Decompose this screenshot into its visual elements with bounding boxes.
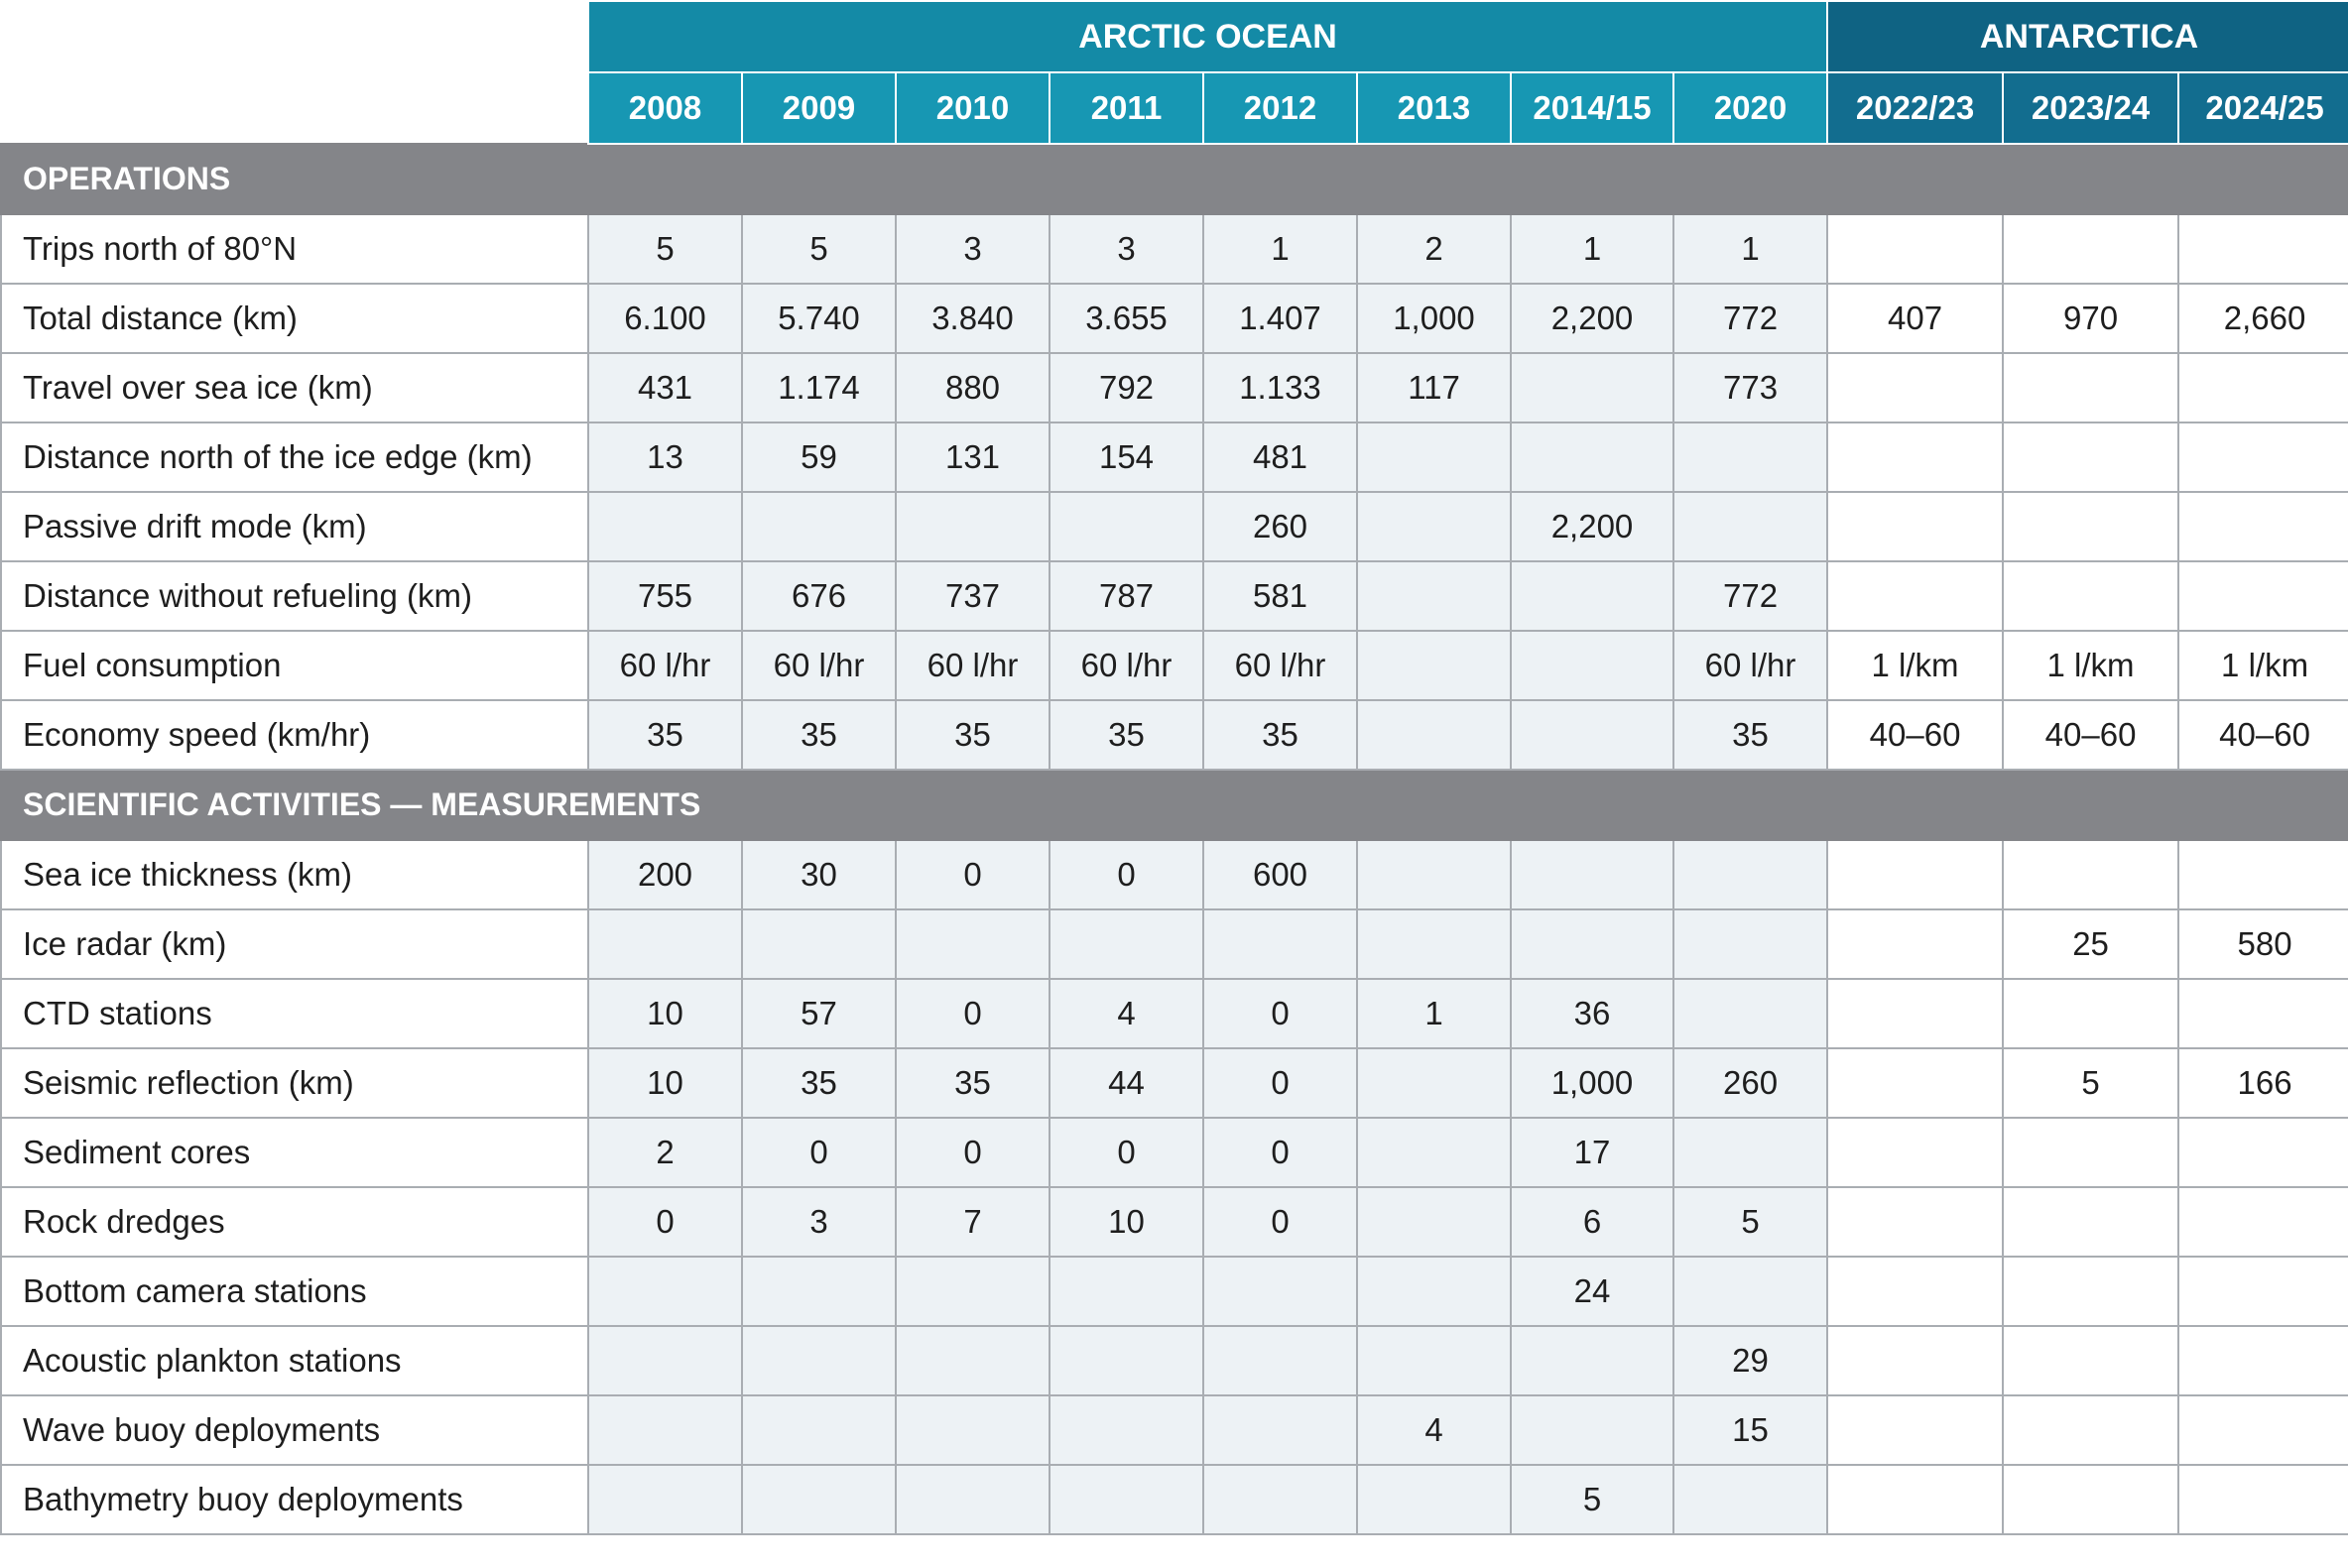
table-cell — [1673, 979, 1827, 1048]
table-cell: 5 — [1511, 1465, 1673, 1534]
table-cell — [1511, 1395, 1673, 1465]
table-cell — [1827, 561, 2003, 631]
table-cell — [1827, 909, 2003, 979]
table-cell: 2 — [1357, 214, 1511, 284]
table-cell: 4 — [1050, 979, 1203, 1048]
row-label: Acoustic plankton stations — [1, 1326, 588, 1395]
table-cell: 772 — [1673, 561, 1827, 631]
section-header-row — [1, 770, 2348, 840]
table-cell: 5 — [742, 214, 896, 284]
table-row — [1, 1326, 2348, 1395]
table-cell — [2178, 1465, 2348, 1534]
table-cell — [1673, 840, 1827, 909]
table-cell — [2003, 1187, 2178, 1257]
table-cell: 6.100 — [588, 284, 742, 353]
table-cell — [742, 1257, 896, 1326]
table-cell: 131 — [896, 422, 1050, 492]
table-cell — [2003, 422, 2178, 492]
year-header-arctic: 2008 — [588, 72, 742, 144]
row-label: Bathymetry buoy deployments — [1, 1465, 588, 1534]
table-cell: 260 — [1673, 1048, 1827, 1118]
table-cell — [588, 1257, 742, 1326]
table-cell — [2178, 1118, 2348, 1187]
table-cell: 154 — [1050, 422, 1203, 492]
table-cell: 60 l/hr — [1673, 631, 1827, 700]
table-row — [1, 700, 2348, 770]
table-row — [1, 492, 2348, 561]
table-cell: 1 — [1511, 214, 1673, 284]
table-cell: 0 — [1203, 979, 1357, 1048]
table-cell: 1,000 — [1511, 1048, 1673, 1118]
year-header-antarctica: 2022/23 — [1827, 72, 2003, 144]
table-row — [1, 353, 2348, 422]
table-cell — [1673, 1118, 1827, 1187]
table-cell — [1511, 840, 1673, 909]
table-cell: 0 — [1050, 840, 1203, 909]
table-cell — [1357, 700, 1511, 770]
table-cell: 60 l/hr — [896, 631, 1050, 700]
table-cell: 30 — [742, 840, 896, 909]
table-cell: 44 — [1050, 1048, 1203, 1118]
year-header-arctic: 2010 — [896, 72, 1050, 144]
table-row — [1, 1257, 2348, 1326]
table-cell: 2 — [588, 1118, 742, 1187]
table-row — [1, 284, 2348, 353]
table-cell — [2003, 1395, 2178, 1465]
table-cell: 5 — [2003, 1048, 2178, 1118]
table-cell — [2178, 214, 2348, 284]
table-cell: 35 — [1203, 700, 1357, 770]
table-cell — [588, 492, 742, 561]
table-cell — [588, 909, 742, 979]
table-row — [1, 1187, 2348, 1257]
corner-cell — [1, 72, 588, 144]
table-cell — [2003, 1118, 2178, 1187]
table-cell: 0 — [588, 1187, 742, 1257]
table-cell: 4 — [1357, 1395, 1511, 1465]
table-cell: 200 — [588, 840, 742, 909]
table-cell — [1673, 422, 1827, 492]
table-cell — [1673, 1465, 1827, 1534]
table-cell — [1357, 1187, 1511, 1257]
row-label: Economy speed (km/hr) — [1, 700, 588, 770]
table-cell: 787 — [1050, 561, 1203, 631]
table-cell: 792 — [1050, 353, 1203, 422]
table-cell: 0 — [742, 1118, 896, 1187]
table-cell: 0 — [896, 840, 1050, 909]
year-header-arctic: 2012 — [1203, 72, 1357, 144]
table-cell: 260 — [1203, 492, 1357, 561]
table-cell — [1203, 1257, 1357, 1326]
table-cell — [2003, 1326, 2178, 1395]
row-label: Seismic reflection (km) — [1, 1048, 588, 1118]
table-cell — [1203, 909, 1357, 979]
table-cell — [1827, 1118, 2003, 1187]
table-cell: 29 — [1673, 1326, 1827, 1395]
table-cell — [1203, 1465, 1357, 1534]
table-cell — [2178, 561, 2348, 631]
row-label: Travel over sea ice (km) — [1, 353, 588, 422]
table-cell — [742, 492, 896, 561]
year-header-arctic: 2020 — [1673, 72, 1827, 144]
table-cell: 1 l/km — [1827, 631, 2003, 700]
year-header-arctic: 2013 — [1357, 72, 1511, 144]
table-cell — [2178, 492, 2348, 561]
table-cell — [896, 1465, 1050, 1534]
table-cell: 60 l/hr — [588, 631, 742, 700]
table-cell — [2003, 1257, 2178, 1326]
table-cell — [588, 1465, 742, 1534]
table-cell: 35 — [588, 700, 742, 770]
table-cell — [1827, 422, 2003, 492]
table-cell: 737 — [896, 561, 1050, 631]
table-cell — [1511, 422, 1673, 492]
table-cell: 24 — [1511, 1257, 1673, 1326]
table-cell — [896, 492, 1050, 561]
section-title: SCIENTIFIC ACTIVITIES — MEASUREMENTS — [1, 770, 2348, 840]
row-label: Wave buoy deployments — [1, 1395, 588, 1465]
table-cell: 25 — [2003, 909, 2178, 979]
table-cell — [1511, 1326, 1673, 1395]
table-cell: 7 — [896, 1187, 1050, 1257]
table-cell: 40–60 — [2178, 700, 2348, 770]
table-cell — [2178, 353, 2348, 422]
table-cell: 60 l/hr — [742, 631, 896, 700]
table-row — [1, 422, 2348, 492]
table-row — [1, 909, 2348, 979]
table-cell — [1357, 1326, 1511, 1395]
table-cell — [1357, 840, 1511, 909]
table-row — [1, 840, 2348, 909]
table-cell — [1673, 492, 1827, 561]
table-cell — [1827, 1187, 2003, 1257]
table-cell: 166 — [2178, 1048, 2348, 1118]
table-cell — [1673, 1257, 1827, 1326]
table-cell: 970 — [2003, 284, 2178, 353]
row-label: CTD stations — [1, 979, 588, 1048]
table-cell: 581 — [1203, 561, 1357, 631]
row-label: Ice radar (km) — [1, 909, 588, 979]
table-cell: 40–60 — [2003, 700, 2178, 770]
table-cell — [2003, 1465, 2178, 1534]
table-cell — [1511, 700, 1673, 770]
table-cell: 0 — [1203, 1118, 1357, 1187]
table-cell — [588, 1395, 742, 1465]
table-cell — [2178, 979, 2348, 1048]
table-cell: 17 — [1511, 1118, 1673, 1187]
table-cell — [1673, 909, 1827, 979]
table-cell — [588, 1326, 742, 1395]
table-cell: 3.840 — [896, 284, 1050, 353]
table-cell — [2178, 1257, 2348, 1326]
table-cell — [1357, 909, 1511, 979]
table-cell: 5 — [588, 214, 742, 284]
table-cell: 59 — [742, 422, 896, 492]
row-label: Rock dredges — [1, 1187, 588, 1257]
table-cell: 10 — [588, 1048, 742, 1118]
table-body — [1, 144, 2348, 1534]
table-cell: 35 — [896, 1048, 1050, 1118]
table-cell — [1357, 1465, 1511, 1534]
table-cell: 1.133 — [1203, 353, 1357, 422]
table-cell: 10 — [588, 979, 742, 1048]
table-cell: 35 — [1050, 700, 1203, 770]
table-cell — [1050, 1465, 1203, 1534]
table-cell — [1050, 1326, 1203, 1395]
table-cell — [1203, 1326, 1357, 1395]
table-cell — [2003, 561, 2178, 631]
antarctica-header: ANTARCTICA — [1827, 1, 2348, 72]
row-label: Passive drift mode (km) — [1, 492, 588, 561]
row-label: Fuel consumption — [1, 631, 588, 700]
table-cell: 5 — [1673, 1187, 1827, 1257]
table-cell: 10 — [1050, 1187, 1203, 1257]
table-cell: 3 — [896, 214, 1050, 284]
table-cell: 3 — [1050, 214, 1203, 284]
table-cell — [1357, 1118, 1511, 1187]
table-cell: 2,200 — [1511, 492, 1673, 561]
table-cell: 1 — [1357, 979, 1511, 1048]
table-cell — [896, 909, 1050, 979]
table-cell — [2003, 353, 2178, 422]
table-cell: 35 — [896, 700, 1050, 770]
table-cell: 36 — [1511, 979, 1673, 1048]
table-cell: 880 — [896, 353, 1050, 422]
table-cell — [1357, 1048, 1511, 1118]
table-cell — [1357, 561, 1511, 631]
table-cell — [2178, 840, 2348, 909]
table-cell: 3 — [742, 1187, 896, 1257]
table-cell: 0 — [1203, 1187, 1357, 1257]
table-cell: 117 — [1357, 353, 1511, 422]
row-label: Distance without refueling (km) — [1, 561, 588, 631]
table-cell — [2178, 1187, 2348, 1257]
table-cell: 580 — [2178, 909, 2348, 979]
table-cell — [1827, 1465, 2003, 1534]
table-cell: 1 l/km — [2003, 631, 2178, 700]
table-cell — [1357, 631, 1511, 700]
table-cell — [1050, 1395, 1203, 1465]
table-cell: 5.740 — [742, 284, 896, 353]
table-cell: 57 — [742, 979, 896, 1048]
row-label: Sea ice thickness (km) — [1, 840, 588, 909]
table-cell — [1203, 1395, 1357, 1465]
table-cell: 1,000 — [1357, 284, 1511, 353]
section-title: OPERATIONS — [1, 144, 2348, 214]
table-cell — [2003, 840, 2178, 909]
year-header-row — [1, 72, 2348, 144]
table-cell: 40–60 — [1827, 700, 2003, 770]
table-cell: 772 — [1673, 284, 1827, 353]
row-label: Bottom camera stations — [1, 1257, 588, 1326]
table-cell — [1357, 422, 1511, 492]
table-cell — [896, 1257, 1050, 1326]
table-cell: 35 — [1673, 700, 1827, 770]
table-cell: 1 — [1203, 214, 1357, 284]
year-header-antarctica: 2023/24 — [2003, 72, 2178, 144]
table-cell: 1.407 — [1203, 284, 1357, 353]
table-cell: 0 — [1203, 1048, 1357, 1118]
table-cell: 0 — [896, 1118, 1050, 1187]
table-cell: 35 — [742, 1048, 896, 1118]
table-cell: 0 — [896, 979, 1050, 1048]
row-label: Trips north of 80°N — [1, 214, 588, 284]
year-header-arctic: 2011 — [1050, 72, 1203, 144]
table-cell — [2178, 422, 2348, 492]
table-cell — [1050, 909, 1203, 979]
year-header-arctic: 2014/15 — [1511, 72, 1673, 144]
table-cell — [1827, 1326, 2003, 1395]
table-row — [1, 1118, 2348, 1187]
table-cell — [1827, 353, 2003, 422]
table-cell: 600 — [1203, 840, 1357, 909]
table-cell — [742, 909, 896, 979]
table-row — [1, 631, 2348, 700]
row-label: Distance north of the ice edge (km) — [1, 422, 588, 492]
table-cell — [1511, 909, 1673, 979]
table-row — [1, 979, 2348, 1048]
table-cell — [2178, 1326, 2348, 1395]
table-cell — [742, 1465, 896, 1534]
table-cell: 1 — [1673, 214, 1827, 284]
table-cell — [896, 1395, 1050, 1465]
row-label: Sediment cores — [1, 1118, 588, 1187]
table-cell — [742, 1326, 896, 1395]
table-cell: 0 — [1050, 1118, 1203, 1187]
table-cell: 60 l/hr — [1203, 631, 1357, 700]
table-cell: 1 l/km — [2178, 631, 2348, 700]
table-cell — [1357, 1257, 1511, 1326]
table-cell — [1050, 1257, 1203, 1326]
table-cell — [1827, 1395, 2003, 1465]
table-cell — [1050, 492, 1203, 561]
table-row — [1, 214, 2348, 284]
table-cell — [1511, 561, 1673, 631]
arctic-ocean-header: ARCTIC OCEAN — [588, 1, 1827, 72]
table-cell — [2003, 979, 2178, 1048]
table-cell: 773 — [1673, 353, 1827, 422]
table-cell — [1827, 979, 2003, 1048]
table-cell: 3.655 — [1050, 284, 1203, 353]
table-cell — [1827, 840, 2003, 909]
table-cell: 755 — [588, 561, 742, 631]
table-cell — [1827, 492, 2003, 561]
section-header-row — [1, 144, 2348, 214]
corner-cell — [1, 1, 588, 72]
table-cell — [896, 1326, 1050, 1395]
table-row — [1, 561, 2348, 631]
table-cell — [1827, 1048, 2003, 1118]
table-row — [1, 1395, 2348, 1465]
row-label: Total distance (km) — [1, 284, 588, 353]
table-cell — [1357, 492, 1511, 561]
table-cell: 35 — [742, 700, 896, 770]
table-cell: 13 — [588, 422, 742, 492]
table-cell: 6 — [1511, 1187, 1673, 1257]
table-cell: 481 — [1203, 422, 1357, 492]
table-cell — [1511, 353, 1673, 422]
table-cell: 431 — [588, 353, 742, 422]
table-cell — [2178, 1395, 2348, 1465]
table-cell — [742, 1395, 896, 1465]
table-cell: 60 l/hr — [1050, 631, 1203, 700]
table-cell: 1.174 — [742, 353, 896, 422]
table-cell: 2,200 — [1511, 284, 1673, 353]
table-cell — [1827, 214, 2003, 284]
year-header-arctic: 2009 — [742, 72, 896, 144]
table-row — [1, 1048, 2348, 1118]
table-cell — [2003, 214, 2178, 284]
table-cell: 676 — [742, 561, 896, 631]
table-cell: 2,660 — [2178, 284, 2348, 353]
table-row — [1, 1465, 2348, 1534]
region-header-row — [1, 1, 2348, 72]
table-cell: 15 — [1673, 1395, 1827, 1465]
table-cell: 407 — [1827, 284, 2003, 353]
table-cell — [1827, 1257, 2003, 1326]
year-header-antarctica: 2024/25 — [2178, 72, 2348, 144]
table-cell — [2003, 492, 2178, 561]
table-cell — [1511, 631, 1673, 700]
